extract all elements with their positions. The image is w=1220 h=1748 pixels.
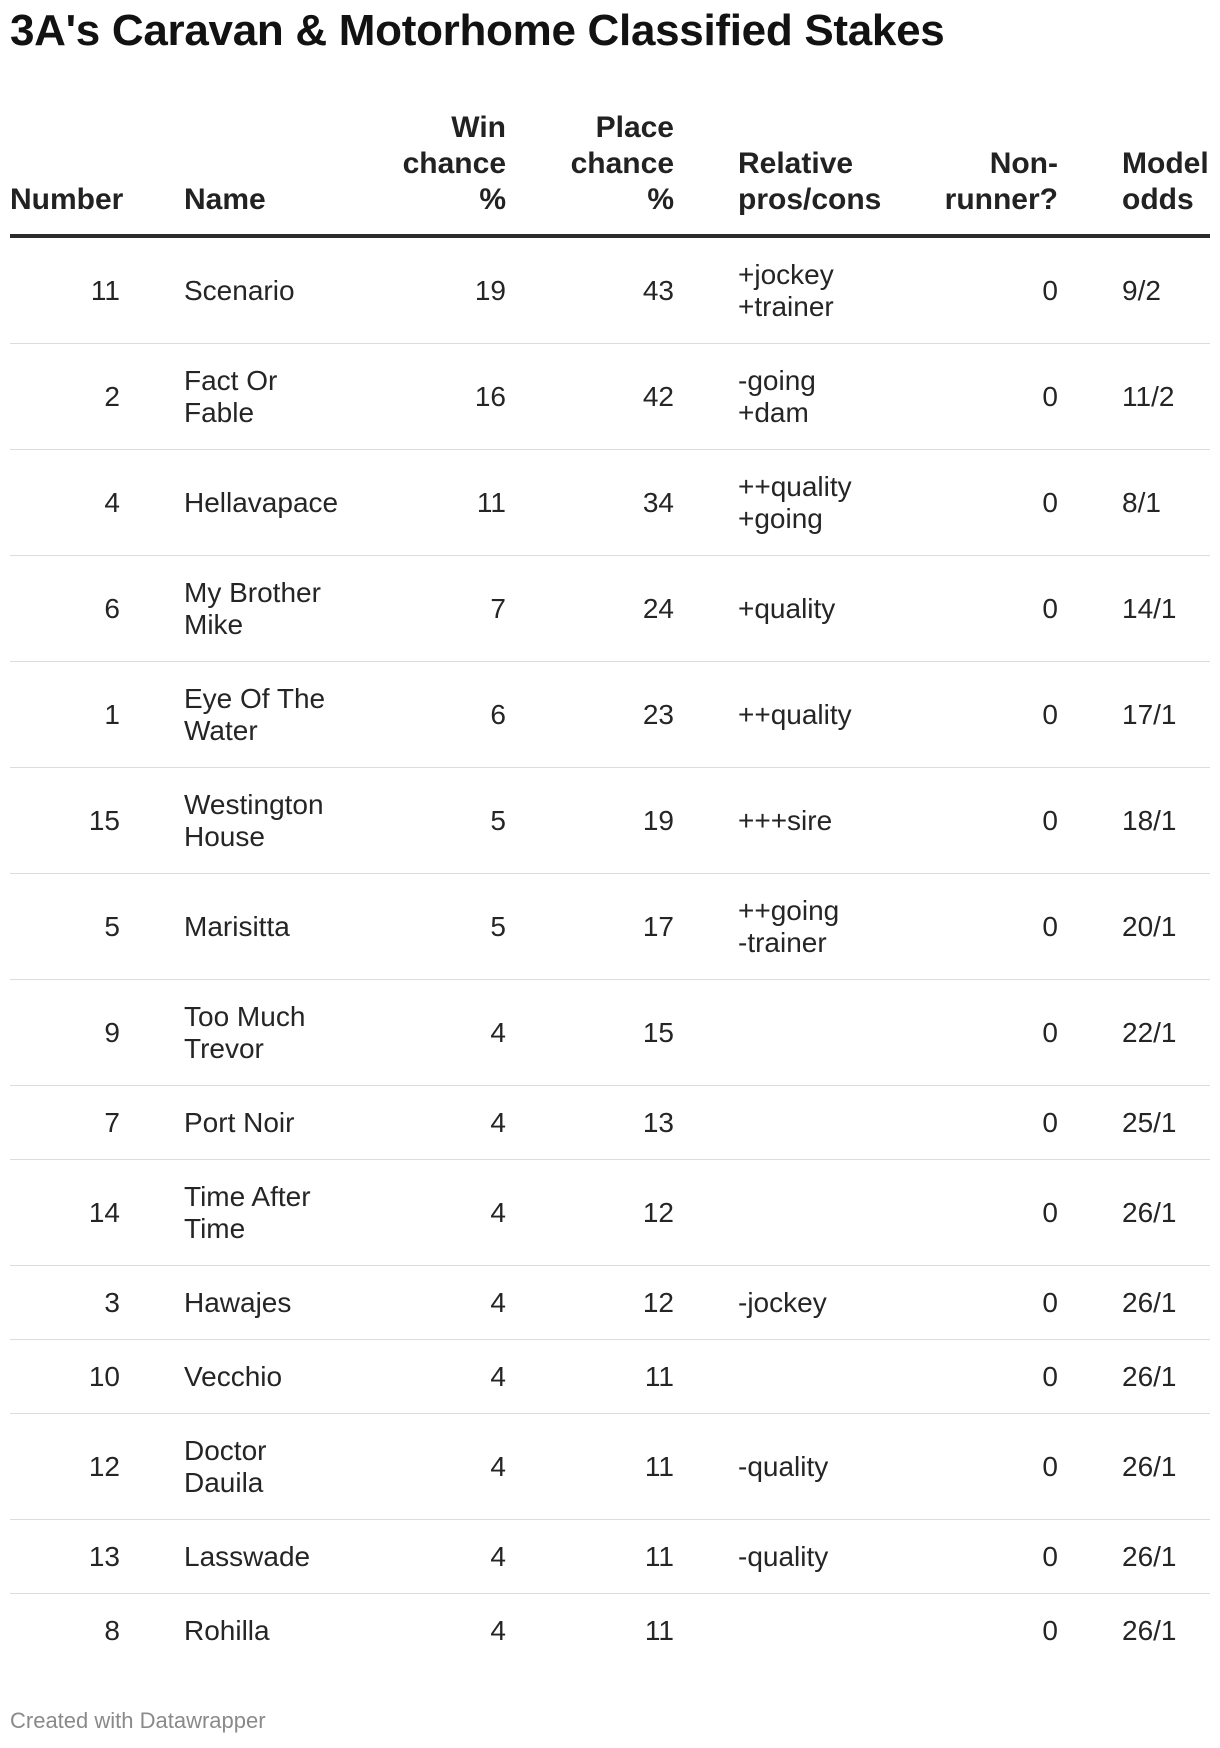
cell-place-chance: 11 bbox=[506, 1340, 674, 1414]
table-header bbox=[10, 110, 1210, 236]
cell-non-runner: 0 bbox=[896, 450, 1058, 556]
table-row bbox=[10, 1086, 1210, 1160]
cell-model-odds: 26/1 bbox=[1122, 1414, 1210, 1520]
cell-non-runner: 0 bbox=[896, 768, 1058, 874]
cell-spacer bbox=[1058, 768, 1122, 874]
header-place-line: % bbox=[647, 183, 674, 216]
cell-model-odds: 9/2 bbox=[1122, 236, 1210, 344]
cell-place-chance: 17 bbox=[506, 874, 674, 980]
cell-relative-line: -quality bbox=[738, 1540, 829, 1572]
cell-non-runner: 0 bbox=[896, 1340, 1058, 1414]
cell-place-chance: 34 bbox=[506, 450, 674, 556]
cell-spacer bbox=[120, 662, 184, 768]
header-name[interactable]: Name bbox=[184, 110, 374, 236]
cell-spacer bbox=[120, 344, 184, 450]
cell-spacer bbox=[674, 450, 738, 556]
table-row bbox=[10, 1160, 1210, 1266]
cell-non-runner: 0 bbox=[896, 344, 1058, 450]
cell-non-runner: 0 bbox=[896, 874, 1058, 980]
header-non-runner-line: Non- bbox=[989, 147, 1058, 180]
cell-spacer bbox=[674, 768, 738, 874]
cell-place-chance: 11 bbox=[506, 1414, 674, 1520]
table-row bbox=[10, 556, 1210, 662]
cell-number: 13 bbox=[10, 1520, 120, 1594]
cell-place-chance: 11 bbox=[506, 1520, 674, 1594]
cell-win-chance: 4 bbox=[374, 1266, 506, 1340]
cell-relative bbox=[738, 1266, 896, 1340]
cell-place-chance: 43 bbox=[506, 236, 674, 344]
cell-non-runner: 0 bbox=[896, 1266, 1058, 1340]
cell-model-odds: 26/1 bbox=[1122, 1160, 1210, 1266]
cell-model-odds: 26/1 bbox=[1122, 1614, 1177, 1646]
cell-name-line: Time After bbox=[184, 1180, 311, 1212]
cell-place-chance: 12 bbox=[506, 1266, 674, 1340]
cell-spacer bbox=[120, 556, 184, 662]
cell-name-line: Vecchio bbox=[184, 1360, 283, 1392]
header-win-line: % bbox=[479, 183, 506, 216]
cell-spacer bbox=[674, 344, 738, 450]
cell-name bbox=[184, 1266, 374, 1340]
cell-name-line: Doctor bbox=[184, 1434, 267, 1466]
cell-name bbox=[184, 450, 374, 556]
cell-name-line: Dauila bbox=[184, 1466, 264, 1498]
cell-relative bbox=[738, 450, 896, 556]
cell-relative bbox=[738, 874, 896, 980]
cell-non-runner: 0 bbox=[896, 236, 1058, 344]
cell-relative-line: -jockey bbox=[738, 1286, 827, 1318]
cell-win-chance: 6 bbox=[374, 662, 506, 768]
cell-spacer bbox=[1058, 1266, 1122, 1340]
table-row bbox=[10, 980, 1210, 1086]
cell-spacer bbox=[674, 1594, 738, 1668]
header-spacer bbox=[674, 110, 738, 236]
cell-place-chance: 24 bbox=[506, 556, 674, 662]
cell-spacer bbox=[120, 768, 184, 874]
cell-non-runner: 0 bbox=[896, 1414, 1058, 1520]
cell-relative-line: +dam bbox=[738, 396, 809, 428]
cell-relative bbox=[738, 662, 896, 768]
cell-spacer bbox=[120, 1160, 184, 1266]
cell-name-line: Mike bbox=[184, 608, 244, 640]
cell-spacer bbox=[1058, 1340, 1122, 1414]
cell-win-chance: 4 bbox=[374, 980, 506, 1086]
table-row bbox=[10, 874, 1210, 980]
cell-spacer bbox=[674, 1266, 738, 1340]
cell-spacer bbox=[1058, 980, 1122, 1086]
cell-name-line: Eye Of The bbox=[184, 682, 326, 714]
cell-spacer bbox=[674, 236, 738, 344]
cell-model-odds: 25/1 bbox=[1122, 1086, 1210, 1160]
cell-spacer bbox=[120, 1086, 184, 1160]
cell-name-line: Port Noir bbox=[184, 1106, 295, 1138]
cell-spacer bbox=[120, 1414, 184, 1520]
cell-relative bbox=[738, 1414, 896, 1520]
cell-relative bbox=[738, 1594, 896, 1668]
cell-spacer bbox=[674, 1520, 738, 1594]
cell-model-odds: 8/1 bbox=[1122, 450, 1210, 556]
table-row bbox=[10, 662, 1210, 768]
cell-name-line: Time bbox=[184, 1212, 246, 1244]
runners-table bbox=[10, 110, 1210, 1667]
cell-spacer bbox=[674, 1414, 738, 1520]
header-spacer bbox=[120, 110, 184, 236]
cell-spacer bbox=[120, 1520, 184, 1594]
header-win-line: chance bbox=[402, 147, 506, 180]
cell-model-odds: 11/2 bbox=[1122, 344, 1210, 450]
cell-place-chance: 12 bbox=[506, 1160, 674, 1266]
table-row bbox=[10, 344, 1210, 450]
header-non-runner[interactable] bbox=[896, 110, 1058, 236]
cell-spacer bbox=[120, 1266, 184, 1340]
cell-relative-line: ++quality bbox=[738, 698, 852, 730]
cell-non-runner: 0 bbox=[896, 556, 1058, 662]
cell-spacer bbox=[674, 556, 738, 662]
cell-spacer bbox=[1058, 450, 1122, 556]
cell-name bbox=[184, 874, 374, 980]
cell-name bbox=[184, 768, 374, 874]
cell-win-chance: 4 bbox=[490, 1614, 506, 1646]
cell-number: 12 bbox=[10, 1414, 120, 1520]
table-row bbox=[10, 450, 1210, 556]
table-row bbox=[10, 1520, 1210, 1594]
cell-name-line: Lasswade bbox=[184, 1540, 311, 1572]
cell-win-chance: 4 bbox=[374, 1340, 506, 1414]
cell-spacer bbox=[1058, 556, 1122, 662]
cell-name bbox=[184, 980, 374, 1086]
cell-model-odds: 26/1 bbox=[1122, 1520, 1210, 1594]
cell-win-chance: 4 bbox=[374, 1520, 506, 1594]
cell-model-odds: 22/1 bbox=[1122, 980, 1210, 1086]
cell-spacer bbox=[674, 1340, 738, 1414]
cell-non-runner: 0 bbox=[896, 980, 1058, 1086]
cell-name-line: Hellavapace bbox=[184, 486, 339, 518]
cell-name bbox=[184, 556, 374, 662]
cell-non-runner: 0 bbox=[1042, 1614, 1058, 1646]
cell-relative bbox=[738, 980, 896, 1086]
cell-name bbox=[184, 344, 374, 450]
cell-spacer bbox=[120, 874, 184, 980]
table-row bbox=[10, 1594, 1210, 1668]
cell-number: 4 bbox=[10, 450, 120, 556]
cell-name-line: Fable bbox=[184, 396, 255, 428]
cell-spacer bbox=[1058, 1086, 1122, 1160]
cell-name-line: Hawajes bbox=[184, 1286, 292, 1318]
cell-win-chance: 4 bbox=[374, 1086, 506, 1160]
cell-name bbox=[184, 662, 374, 768]
cell-spacer bbox=[120, 236, 184, 344]
cell-name-line: House bbox=[184, 820, 265, 852]
cell-number: 15 bbox=[10, 768, 120, 874]
cell-win-chance: 11 bbox=[374, 450, 506, 556]
cell-number: 3 bbox=[10, 1266, 120, 1340]
cell-name bbox=[184, 1594, 374, 1668]
cell-number: 2 bbox=[10, 344, 120, 450]
header-win-chance[interactable] bbox=[374, 110, 506, 236]
cell-win-chance: 19 bbox=[374, 236, 506, 344]
header-spacer bbox=[1058, 110, 1122, 236]
cell-spacer bbox=[1058, 874, 1122, 980]
cell-win-chance: 5 bbox=[374, 874, 506, 980]
cell-number: 10 bbox=[10, 1340, 120, 1414]
cell-name bbox=[184, 1414, 374, 1520]
cell-spacer bbox=[1058, 1520, 1122, 1594]
header-number[interactable]: Number bbox=[10, 110, 120, 236]
cell-spacer bbox=[120, 450, 184, 556]
header-odds-line: odds bbox=[1122, 183, 1194, 216]
cell-name-line: Rohilla bbox=[184, 1614, 270, 1646]
cell-win-chance: 16 bbox=[374, 344, 506, 450]
header-odds-line: Model bbox=[1122, 147, 1209, 180]
cell-win-chance: 4 bbox=[374, 1414, 506, 1520]
cell-spacer bbox=[1058, 1594, 1122, 1668]
cell-spacer bbox=[120, 980, 184, 1086]
cell-relative bbox=[738, 236, 896, 344]
cell-relative-line: -going bbox=[738, 364, 816, 396]
cell-number: 8 bbox=[104, 1614, 120, 1646]
cell-name-line: My Brother bbox=[184, 576, 321, 608]
cell-model-odds: 26/1 bbox=[1122, 1266, 1210, 1340]
cell-spacer bbox=[674, 874, 738, 980]
cell-relative-line: +quality bbox=[738, 592, 836, 624]
header-non-runner-line: runner? bbox=[944, 183, 1058, 216]
table-row bbox=[10, 1414, 1210, 1520]
cell-name-line: Marisitta bbox=[184, 910, 290, 942]
cell-name-line: Scenario bbox=[184, 274, 295, 306]
cell-spacer bbox=[1058, 1414, 1122, 1520]
cell-name bbox=[184, 1086, 374, 1160]
table-row bbox=[10, 768, 1210, 874]
cell-relative bbox=[738, 768, 896, 874]
header-win-line: Win bbox=[451, 111, 506, 144]
cell-win-chance: 7 bbox=[374, 556, 506, 662]
cell-spacer bbox=[674, 1086, 738, 1160]
cell-relative-line: +++sire bbox=[738, 804, 833, 836]
header-relative-line: Relative bbox=[738, 147, 854, 180]
table-body bbox=[10, 236, 1210, 1667]
cell-non-runner: 0 bbox=[896, 1520, 1058, 1594]
credit-footer: Created with Datawrapper bbox=[10, 1708, 266, 1733]
cell-model-odds: 14/1 bbox=[1122, 556, 1210, 662]
cell-number: 7 bbox=[10, 1086, 120, 1160]
cell-model-odds: 26/1 bbox=[1122, 1340, 1210, 1414]
cell-relative bbox=[738, 344, 896, 450]
cell-name bbox=[184, 1160, 374, 1266]
cell-relative bbox=[738, 1340, 896, 1414]
cell-non-runner: 0 bbox=[896, 662, 1058, 768]
header-model-odds[interactable] bbox=[1122, 110, 1210, 236]
cell-relative bbox=[738, 1520, 896, 1594]
cell-name-line: Too Much bbox=[184, 1000, 306, 1032]
cell-spacer bbox=[674, 662, 738, 768]
cell-relative bbox=[738, 1086, 896, 1160]
cell-number: 1 bbox=[10, 662, 120, 768]
cell-non-runner: 0 bbox=[896, 1160, 1058, 1266]
cell-number: 14 bbox=[10, 1160, 120, 1266]
cell-spacer bbox=[1058, 1160, 1122, 1266]
cell-spacer bbox=[120, 1340, 184, 1414]
cell-name bbox=[184, 236, 374, 344]
cell-number: 9 bbox=[10, 980, 120, 1086]
cell-relative bbox=[738, 556, 896, 662]
cell-name-line: Westington bbox=[184, 788, 324, 820]
cell-place-chance: 23 bbox=[506, 662, 674, 768]
cell-spacer bbox=[1058, 236, 1122, 344]
cell-relative-line: -trainer bbox=[738, 926, 827, 958]
cell-place-chance: 19 bbox=[506, 768, 674, 874]
cell-spacer bbox=[674, 1160, 738, 1266]
cell-spacer bbox=[1058, 344, 1122, 450]
cell-model-odds: 18/1 bbox=[1122, 768, 1210, 874]
cell-relative-line: ++quality bbox=[738, 470, 852, 502]
header-place-chance[interactable] bbox=[506, 110, 674, 236]
cell-relative-line: -quality bbox=[738, 1450, 829, 1482]
cell-relative bbox=[738, 1160, 896, 1266]
cell-spacer bbox=[674, 980, 738, 1086]
cell-name-line: Trevor bbox=[184, 1032, 264, 1064]
cell-number: 11 bbox=[10, 236, 120, 344]
table-row bbox=[10, 1266, 1210, 1340]
cell-win-chance: 4 bbox=[374, 1160, 506, 1266]
table-row bbox=[10, 1340, 1210, 1414]
cell-relative-line: +trainer bbox=[738, 290, 834, 322]
header-place-line: chance bbox=[570, 147, 674, 180]
cell-name-line: Water bbox=[184, 714, 258, 746]
cell-model-odds: 20/1 bbox=[1122, 874, 1210, 980]
cell-relative-line: +jockey bbox=[738, 258, 834, 290]
cell-spacer bbox=[120, 1594, 184, 1668]
cell-name bbox=[184, 1520, 374, 1594]
cell-win-chance: 5 bbox=[374, 768, 506, 874]
chart-title: 3A's Caravan & Motorhome Classified Stakes bbox=[10, 6, 945, 55]
cell-place-chance: 11 bbox=[644, 1614, 674, 1646]
cell-name-line: Fact Or bbox=[184, 364, 278, 396]
cell-name bbox=[184, 1340, 374, 1414]
header-place-line: Place bbox=[595, 111, 674, 144]
cell-place-chance: 42 bbox=[506, 344, 674, 450]
cell-model-odds: 17/1 bbox=[1122, 662, 1210, 768]
cell-number: 5 bbox=[10, 874, 120, 980]
cell-spacer bbox=[1058, 662, 1122, 768]
cell-number: 6 bbox=[10, 556, 120, 662]
cell-relative-line: ++going bbox=[738, 894, 840, 926]
header-relative[interactable] bbox=[738, 110, 896, 236]
table-row bbox=[10, 236, 1210, 344]
cell-place-chance: 13 bbox=[506, 1086, 674, 1160]
cell-non-runner: 0 bbox=[896, 1086, 1058, 1160]
cell-relative-line: +going bbox=[738, 502, 823, 534]
cell-place-chance: 15 bbox=[506, 980, 674, 1086]
header-relative-line: pros/cons bbox=[738, 183, 882, 216]
